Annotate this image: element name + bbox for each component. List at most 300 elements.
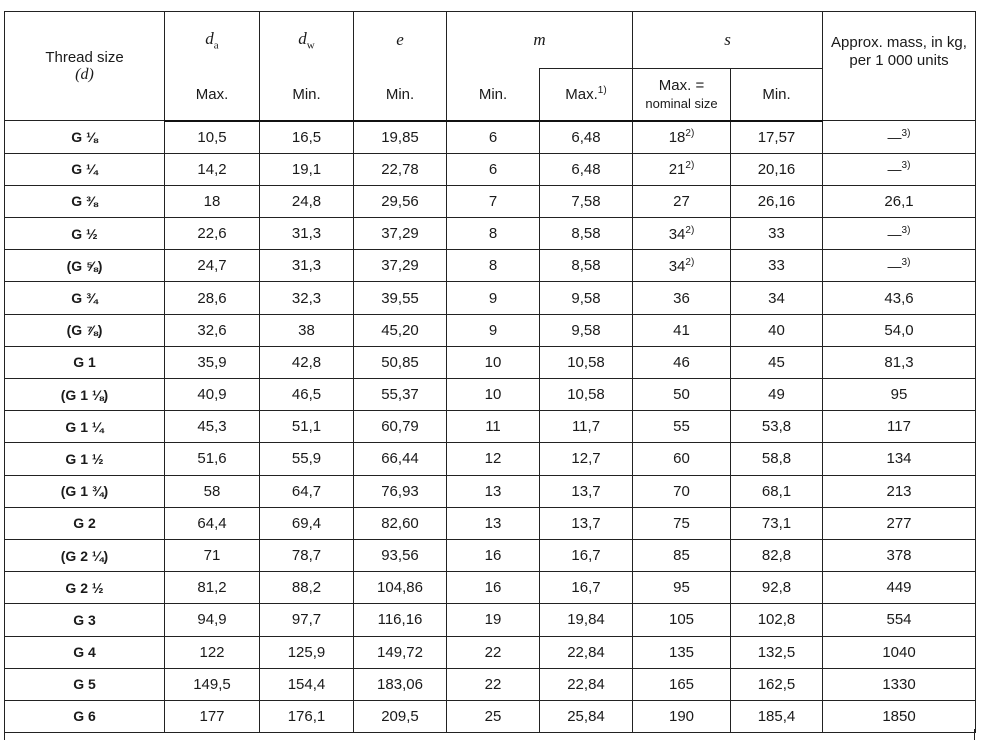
cell-da <box>165 218 260 250</box>
mass-value: 449 <box>886 579 912 597</box>
da-value: 58 <box>203 482 221 500</box>
cell-e <box>354 507 447 539</box>
table-row <box>5 250 976 282</box>
mass-value: 54,0 <box>884 321 914 339</box>
header-m-max-note: 1) <box>597 85 607 97</box>
cell-s-min <box>731 604 823 636</box>
s_min-value: 82,8 <box>761 547 792 565</box>
dimensions-table <box>4 11 976 733</box>
cell-da <box>165 250 260 282</box>
thread-value: (G 1 ¾) <box>60 483 109 500</box>
cell-thread <box>5 346 165 378</box>
cell-e <box>354 314 447 346</box>
cell-da <box>165 604 260 636</box>
da-value: 32,6 <box>197 321 227 339</box>
m_min-value: 9 <box>488 289 498 307</box>
cell-thread <box>5 153 165 185</box>
header-s-symbol: s <box>724 30 731 49</box>
cell-e <box>354 121 447 154</box>
mass-value: 117 <box>887 418 911 436</box>
mass-footnote: 3) <box>901 256 911 268</box>
m_max-value: 22,84 <box>567 675 605 693</box>
dw-value: 16,5 <box>291 128 322 146</box>
m_min-value: 6 <box>488 128 498 146</box>
dw-value: 125,9 <box>287 643 326 661</box>
m_max-value: 25,84 <box>567 707 605 725</box>
cell-m-min <box>447 668 540 700</box>
cell-s-max <box>633 539 731 571</box>
cell-m-max <box>540 668 633 700</box>
dw-value: 46,5 <box>291 386 322 404</box>
s_min-value: 102,8 <box>757 611 796 629</box>
cell-m-max <box>540 346 633 378</box>
cell-m-max <box>540 153 633 185</box>
cell-s-min <box>731 636 823 668</box>
cell-s-max <box>633 636 731 668</box>
cell-s-max <box>633 411 731 443</box>
cell-mass <box>823 604 976 636</box>
s_max-value: 41 <box>673 321 690 339</box>
dw-value: 97,7 <box>291 611 322 629</box>
cell-e <box>354 282 447 314</box>
thread-value: G ½ <box>71 225 98 242</box>
cell-dw <box>260 604 354 636</box>
cell-mass <box>823 218 976 250</box>
cell-s-max <box>633 604 731 636</box>
m_min-value: 12 <box>484 450 502 468</box>
m_max-value: 6,48 <box>571 160 601 178</box>
thread-value: G ⅛ <box>71 128 98 145</box>
s-max-footnote: 2) <box>685 128 695 140</box>
m_min-value: 7 <box>488 192 498 210</box>
cell-e <box>354 604 447 636</box>
table-row <box>5 185 976 217</box>
mass-value: 81,3 <box>884 353 914 371</box>
header-s-max-nominal: nominal size <box>645 96 718 112</box>
m_min-value: 10 <box>484 353 502 371</box>
cell-e <box>354 153 447 185</box>
m_max-value: 16,7 <box>571 547 601 565</box>
mass-value: 1330 <box>882 675 916 693</box>
m_min-value: 19 <box>484 611 502 629</box>
mass-value: 95 <box>890 386 908 404</box>
s_min-value: 17,57 <box>757 128 796 146</box>
mass-value: — <box>887 128 902 145</box>
e-value: 50,85 <box>381 353 419 371</box>
cell-thread <box>5 411 165 443</box>
cell-e <box>354 185 447 217</box>
m_min-value: 8 <box>488 225 498 243</box>
m_max-value: 22,84 <box>567 643 605 661</box>
cell-e <box>354 668 447 700</box>
cell-m-min <box>447 282 540 314</box>
cell-thread <box>5 282 165 314</box>
cell-dw <box>260 475 354 507</box>
m_max-value: 11,7 <box>571 418 601 436</box>
header-da <box>165 12 260 69</box>
header-e <box>354 12 447 69</box>
cell-thread <box>5 700 165 732</box>
cell-da <box>165 572 260 604</box>
m_min-value: 8 <box>488 257 498 275</box>
cell-da <box>165 314 260 346</box>
cell-m-max <box>540 250 633 282</box>
mass-value: 1040 <box>882 643 916 661</box>
da-value: 122 <box>199 643 225 661</box>
cell-m-min <box>447 379 540 411</box>
s_max-value: 70 <box>673 482 690 500</box>
dimensions-table-sheet <box>4 11 975 733</box>
table-row <box>5 218 976 250</box>
cell-dw <box>260 121 354 154</box>
s_min-value: 49 <box>768 386 785 404</box>
cell-e <box>354 218 447 250</box>
da-value: 51,6 <box>197 450 227 468</box>
dw-value: 154,4 <box>287 675 326 693</box>
s_min-value: 53,8 <box>761 418 792 436</box>
e-value: 19,85 <box>381 128 419 146</box>
da-value: 10,5 <box>197 128 227 146</box>
header-thread-size <box>5 12 165 121</box>
dw-value: 69,4 <box>291 514 322 532</box>
cell-s-max <box>633 475 731 507</box>
s_max-value: 36 <box>673 289 690 307</box>
s_max-value: 18 <box>668 129 686 147</box>
e-value: 22,78 <box>381 160 419 178</box>
header-dw-base: d <box>298 29 307 49</box>
s-max-footnote: 2) <box>685 160 695 172</box>
s_max-value: 60 <box>673 450 690 468</box>
e-value: 209,5 <box>381 707 419 725</box>
thread-value: G 5 <box>73 676 96 693</box>
m_max-value: 8,58 <box>571 225 601 243</box>
cell-m-max <box>540 411 633 443</box>
mass-value: — <box>887 257 902 274</box>
cell-s-max <box>633 121 731 154</box>
thread-value: (G ⅞) <box>66 322 103 339</box>
cell-mass <box>823 346 976 378</box>
cell-s-max <box>633 314 731 346</box>
s_max-value: 55 <box>673 418 690 436</box>
cell-thread <box>5 572 165 604</box>
s_min-value: 45 <box>768 353 785 371</box>
cell-dw <box>260 539 354 571</box>
cell-thread <box>5 668 165 700</box>
cell-m-min <box>447 218 540 250</box>
cell-m-min <box>447 250 540 282</box>
dw-value: 88,2 <box>291 579 322 597</box>
cell-m-max <box>540 121 633 154</box>
header-s <box>633 12 823 69</box>
cell-s-min <box>731 314 823 346</box>
s_max-value: 75 <box>673 514 690 532</box>
cell-s-min <box>731 379 823 411</box>
dw-value: 176,1 <box>287 707 326 725</box>
cell-dw <box>260 507 354 539</box>
m_min-value: 13 <box>484 514 502 532</box>
s_min-value: 185,4 <box>757 707 796 725</box>
header-m <box>447 12 633 69</box>
cell-dw <box>260 250 354 282</box>
cell-e <box>354 475 447 507</box>
header-da-base: d <box>205 29 214 49</box>
cell-e <box>354 379 447 411</box>
da-value: 149,5 <box>193 675 231 693</box>
m_min-value: 10 <box>484 386 502 404</box>
m_max-value: 13,7 <box>571 482 601 500</box>
cell-m-max <box>540 604 633 636</box>
da-value: 14,2 <box>197 160 227 178</box>
da-value: 81,2 <box>197 579 227 597</box>
table-row <box>5 636 976 668</box>
cell-mass <box>823 475 976 507</box>
dw-value: 31,3 <box>291 257 322 275</box>
s-max-footnote: 2) <box>685 256 695 268</box>
thread-value: G 1 <box>73 354 96 371</box>
table-row <box>5 443 976 475</box>
header-m-max: Max.$^{1)}$ <box>540 69 633 121</box>
cell-mass <box>823 314 976 346</box>
cell-da <box>165 185 260 217</box>
cell-s-max <box>633 668 731 700</box>
cell-s-max <box>633 218 731 250</box>
cell-mass <box>823 636 976 668</box>
da-value: 35,9 <box>197 353 227 371</box>
cell-mass <box>823 507 976 539</box>
cell-thread <box>5 636 165 668</box>
header-da-max: Max. <box>165 69 260 121</box>
da-value: 18 <box>203 192 221 210</box>
cell-s-min <box>731 185 823 217</box>
header-dw-min: Min. <box>260 69 354 121</box>
cell-da <box>165 282 260 314</box>
header-s-max: Max. = nominal size <box>633 69 731 121</box>
cell-m-min <box>447 185 540 217</box>
cell-m-max <box>540 379 633 411</box>
cell-e <box>354 700 447 732</box>
cell-da <box>165 668 260 700</box>
s_max-value: 105 <box>668 611 695 629</box>
cell-dw <box>260 636 354 668</box>
cell-da <box>165 539 260 571</box>
cell-mass <box>823 153 976 185</box>
e-value: 37,29 <box>381 257 419 275</box>
da-value: 45,3 <box>197 418 227 436</box>
e-value: 149,72 <box>377 643 423 661</box>
cell-s-max <box>633 379 731 411</box>
cell-s-max <box>633 250 731 282</box>
dw-value: 38 <box>298 321 315 339</box>
thread-value: G 1 ¼ <box>65 418 104 435</box>
cell-s-min <box>731 443 823 475</box>
table-row <box>5 604 976 636</box>
thread-value: G 2 ½ <box>65 579 104 596</box>
table-row <box>5 153 976 185</box>
thread-value: (G ⅝) <box>66 257 103 274</box>
cell-thread <box>5 604 165 636</box>
cell-dw <box>260 668 354 700</box>
cell-mass <box>823 539 976 571</box>
thread-value: G 3 <box>73 611 96 628</box>
cell-s-max <box>633 572 731 604</box>
cell-dw <box>260 153 354 185</box>
mass-value: 1850 <box>882 707 916 725</box>
s_max-value: 190 <box>668 707 695 725</box>
da-value: 94,9 <box>197 611 227 629</box>
header-e-symbol: e <box>396 30 404 50</box>
table-row <box>5 668 976 700</box>
cell-e <box>354 411 447 443</box>
cell-m-max <box>540 185 633 217</box>
s_max-value: 34 <box>668 225 686 243</box>
mass-value: — <box>887 161 902 178</box>
thread-value: (G 1 ⅛) <box>60 386 109 403</box>
dw-value: 51,1 <box>291 418 322 436</box>
table-continuation-edge <box>4 729 975 740</box>
da-value: 24,7 <box>197 257 227 275</box>
cell-m-max <box>540 282 633 314</box>
dw-value: 19,1 <box>291 160 322 178</box>
e-value: 76,93 <box>381 482 419 500</box>
thread-value: G ⅜ <box>71 193 98 210</box>
cell-da <box>165 636 260 668</box>
mass-value: 378 <box>886 547 912 565</box>
header-thread-size-label: Thread size <box>45 48 124 66</box>
dw-value: 55,9 <box>291 450 322 468</box>
cell-s-min <box>731 700 823 732</box>
cell-dw <box>260 314 354 346</box>
cell-mass <box>823 668 976 700</box>
cell-dw <box>260 346 354 378</box>
cell-thread <box>5 121 165 154</box>
table-row <box>5 121 976 154</box>
cell-s-max <box>633 282 731 314</box>
m_min-value: 11 <box>485 418 501 436</box>
da-value: 22,6 <box>197 225 227 243</box>
cell-m-max <box>540 218 633 250</box>
header-dw <box>260 12 354 69</box>
table-body <box>5 121 976 733</box>
cell-mass <box>823 411 976 443</box>
dw-value: 78,7 <box>291 547 322 565</box>
cell-s-min <box>731 411 823 443</box>
s_min-value: 26,16 <box>757 192 796 210</box>
cell-mass <box>823 700 976 732</box>
mass-value: 134 <box>886 450 912 468</box>
header-s-min: Min. <box>731 69 823 121</box>
cell-s-max <box>633 185 731 217</box>
cell-m-min <box>447 153 540 185</box>
m_min-value: 16 <box>484 547 502 565</box>
cell-s-min <box>731 282 823 314</box>
cell-s-min <box>731 346 823 378</box>
m_max-value: 7,58 <box>571 192 601 210</box>
m_max-value: 12,7 <box>571 450 601 468</box>
cell-dw <box>260 443 354 475</box>
s_min-value: 73,1 <box>761 514 792 532</box>
m_max-value: 19,84 <box>567 611 605 629</box>
cell-s-max <box>633 346 731 378</box>
cell-e <box>354 346 447 378</box>
cell-dw <box>260 700 354 732</box>
cell-m-min <box>447 507 540 539</box>
cell-m-min <box>447 475 540 507</box>
e-value: 183,06 <box>377 675 423 693</box>
cell-thread <box>5 314 165 346</box>
mass-value: 43,6 <box>884 289 914 307</box>
cell-da <box>165 700 260 732</box>
cell-da <box>165 379 260 411</box>
e-value: 104,86 <box>377 579 423 597</box>
da-value: 40,9 <box>197 386 227 404</box>
m_min-value: 13 <box>484 482 502 500</box>
cell-da <box>165 507 260 539</box>
cell-da <box>165 346 260 378</box>
s_max-value: 46 <box>673 353 690 371</box>
m_min-value: 25 <box>484 707 502 725</box>
m_min-value: 22 <box>484 643 502 661</box>
cell-dw <box>260 282 354 314</box>
cell-dw <box>260 185 354 217</box>
da-value: 71 <box>203 547 221 565</box>
s_min-value: 162,5 <box>757 675 796 693</box>
mass-value: 277 <box>886 514 912 532</box>
s_min-value: 68,1 <box>761 482 792 500</box>
header-e-min: Min. <box>354 69 447 121</box>
cell-m-min <box>447 346 540 378</box>
cell-e <box>354 250 447 282</box>
s_min-value: 58,8 <box>761 450 792 468</box>
cell-mass <box>823 121 976 154</box>
cell-s-max <box>633 443 731 475</box>
s_max-value: 27 <box>673 192 690 210</box>
cell-thread <box>5 185 165 217</box>
cell-dw <box>260 379 354 411</box>
e-value: 82,60 <box>381 514 419 532</box>
table-row <box>5 314 976 346</box>
m_max-value: 16,7 <box>571 579 601 597</box>
m_min-value: 9 <box>488 321 498 339</box>
cell-m-max <box>540 539 633 571</box>
header-row-symbols <box>5 12 976 69</box>
s_max-value: 85 <box>673 547 690 565</box>
m_max-value: 9,58 <box>571 289 601 307</box>
cell-m-max <box>540 507 633 539</box>
header-thread-symbol: (d) <box>75 65 94 83</box>
cell-mass <box>823 185 976 217</box>
s_min-value: 33 <box>768 225 785 243</box>
cell-mass <box>823 250 976 282</box>
table-row <box>5 700 976 732</box>
da-value: 28,6 <box>197 289 227 307</box>
cell-m-min <box>447 121 540 154</box>
cell-s-min <box>731 572 823 604</box>
e-value: 37,29 <box>381 225 419 243</box>
m_min-value: 6 <box>488 160 498 178</box>
header-m-min: Min. <box>447 69 540 121</box>
cell-s-min <box>731 218 823 250</box>
s_max-value: 34 <box>668 257 686 275</box>
cell-dw <box>260 218 354 250</box>
s_min-value: 92,8 <box>761 579 792 597</box>
table-row <box>5 346 976 378</box>
cell-m-max <box>540 572 633 604</box>
header-mass <box>823 12 976 121</box>
e-value: 39,55 <box>381 289 419 307</box>
thread-value: G 1 ½ <box>65 450 104 467</box>
s_max-value: 50 <box>673 386 690 404</box>
cell-m-min <box>447 443 540 475</box>
